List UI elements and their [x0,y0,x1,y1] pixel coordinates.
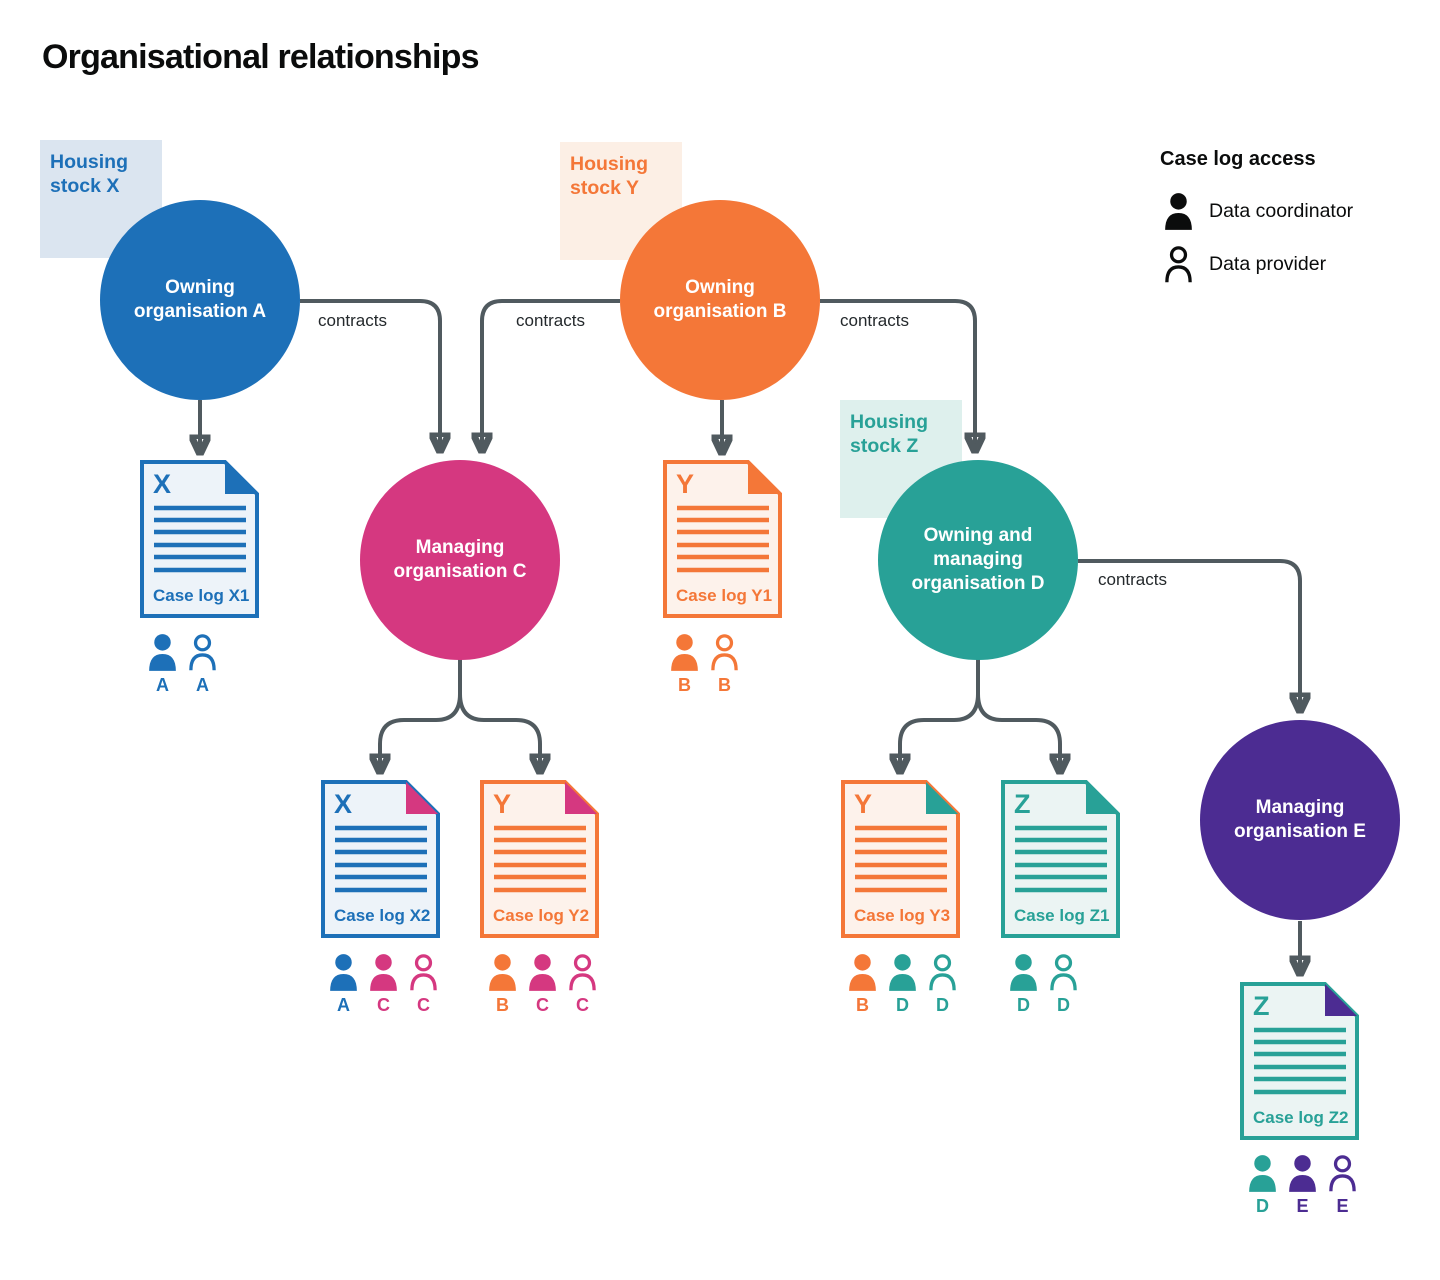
case-log-y3-access [847,954,958,1014]
legend-item-data-provider [1163,246,1326,283]
doc-label: Case log Y3 [854,906,951,925]
org-circle-owning-b [620,200,820,400]
case-log-z1-document [1001,780,1120,938]
case-log-z1-access [1008,954,1079,1014]
data-coordinator-icon: B [487,954,518,1014]
org-circle-managing-e [1200,720,1400,920]
data-coordinator-icon: C [527,954,558,1014]
contracts-label: contracts [840,311,909,330]
data-provider-icon: D [1048,954,1079,1014]
housing-stock-z-label: Housing stock Z [840,400,962,518]
doc-letter: Y [854,789,873,819]
data-coordinator-icon: D [1008,954,1039,1014]
org-label: Owning organisation B [653,277,787,322]
data-provider-icon: B [709,634,740,694]
case-log-x1-access [147,634,218,694]
data-provider-icon: D [927,954,958,1014]
doc-letter: Y [676,469,695,499]
doc-label: Case log X1 [153,586,250,605]
legend-label: Data provider [1209,253,1327,275]
arrow-c-to-y2 [460,659,540,771]
data-coordinator-icon: D [1247,1155,1278,1215]
case-log-z2-document [1240,982,1359,1140]
data-coordinator-icon: B [847,954,878,1014]
case-log-y1-document [663,460,782,618]
contracts-label: contracts [318,311,387,330]
data-coordinator-icon: D [887,954,918,1014]
doc-label: Case log Z1 [1014,906,1110,925]
doc-letter: Y [493,789,512,819]
legend-title: Case log access [1160,148,1316,170]
data-coordinator-icon: C [368,954,399,1014]
case-log-y2-document [480,780,599,938]
data-provider-icon: C [408,954,439,1014]
arrow-d-to-z1 [978,659,1060,771]
doc-label: Case log X2 [334,906,431,925]
page-title: Organisational relationships [42,38,479,76]
arrow-c-to-x2 [380,659,460,771]
data-coordinator-icon: E [1287,1155,1318,1215]
doc-label: Case log Y1 [676,586,773,605]
doc-letter: X [153,469,172,499]
org-label: Managing organisation C [393,537,527,582]
doc-letter: X [334,789,353,819]
data-coordinator-icon: A [147,634,178,694]
case-log-x2-document [321,780,440,938]
housing-stock-x-label: Housing stock X [40,140,162,258]
arrow-d-to-y3 [900,659,978,771]
data-coordinator-icon: B [669,634,700,694]
case-log-y2-access [487,954,598,1014]
legend-label: Data coordinator [1209,200,1354,222]
case-log-x1-document [140,460,259,618]
legend-item-data-coordinator [1163,193,1353,230]
org-label: Owning organisation A [133,277,267,322]
housing-stock-y-label: Housing stock Y [560,142,682,260]
case-log-y1-access [669,634,740,694]
org-circle-owning-a [100,200,300,400]
doc-letter: Z [1014,789,1031,819]
case-log-z2-access [1247,1155,1358,1215]
case-log-x2-access [328,954,439,1014]
org-label: Owning and managing organisation D [911,525,1045,594]
data-provider-icon: A [187,634,218,694]
org-circle-owning-managing-d [878,460,1078,660]
contracts-label: contracts [1098,570,1167,589]
doc-label: Case log Y2 [493,906,590,925]
data-provider-icon: E [1327,1155,1358,1215]
case-log-y3-document [841,780,960,938]
data-provider-icon: C [567,954,598,1014]
org-label: Managing organisation E [1234,797,1366,842]
doc-letter: Z [1253,991,1270,1021]
org-circle-managing-c [360,460,560,660]
data-coordinator-icon [1163,193,1194,230]
doc-label: Case log Z2 [1253,1108,1349,1127]
data-provider-icon [1163,246,1194,283]
contracts-label: contracts [516,311,585,330]
data-coordinator-icon: A [328,954,359,1014]
